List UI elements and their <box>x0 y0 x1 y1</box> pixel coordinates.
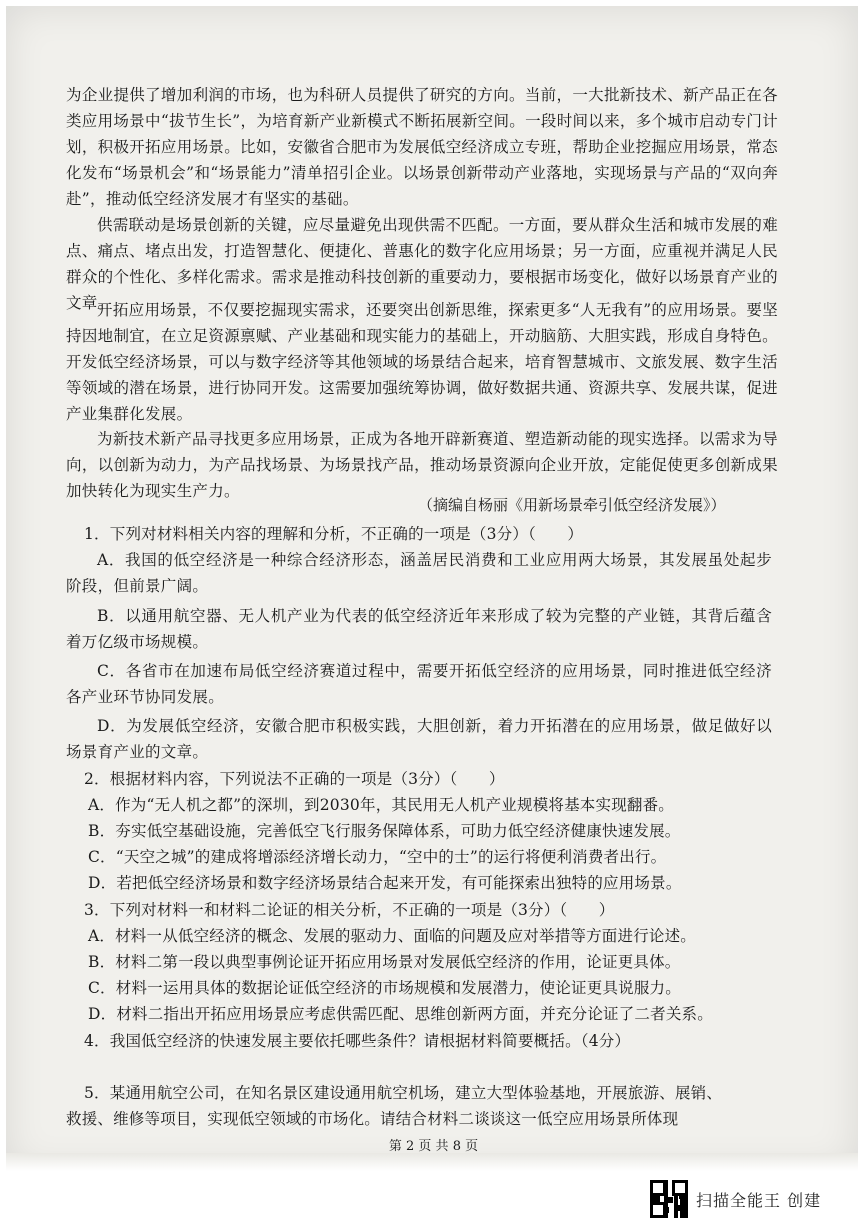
q1-option-d: D．为发展低空经济，安徽合肥市积极实践，大胆创新，着力开拓潜在的应用场景，做足做好以场景育产业的文章。 <box>66 717 772 761</box>
q4-stem: 4．我国低空经济的快速发展主要依托哪些条件？请根据材料简要概括。（4分） <box>84 1032 631 1050</box>
q2-option-a: A．作为“无人机之都”的深圳，到2030年，其民用无人机产业规模将基本实现翻番。 <box>88 796 674 814</box>
passage-source: （摘编自杨丽《用新场景牵引低空经济发展》） <box>418 496 726 514</box>
q3-option-b: B．材料二第一段以典型事例论证开拓应用场景对发展低空经济的作用，论证更具体。 <box>88 953 681 971</box>
q3-option-a: A．材料一从低空经济的概念、发展的驱动力、面临的问题及应对举措等方面进行论述。 <box>88 927 696 945</box>
q2-option-b: B．夯实低空基础设施，完善低空飞行服务保障体系，可助力低空经济健康快速发展。 <box>88 822 681 840</box>
q1-stem: 1．下列对材料相关内容的理解和分析，不正确的一项是（3分）（ ） <box>84 525 584 543</box>
q5-stem-line-1: 5．某通用航空公司，在知名景区建设通用航空机场，建立大型体验基地，开展旅游、展销、 <box>84 1084 723 1102</box>
q2-option-c: C．“天空之城”的建成将增添经济增长动力，“空中的士”的运行将便利消费者出行。 <box>88 848 667 866</box>
q1-option-a: A．我国的低空经济是一种综合经济形态，涵盖居民消费和工业应用两大场景，其发展虽处起步阶段，但前景广阔。 <box>66 551 772 595</box>
page-number: 第 2 页 共 8 页 <box>388 1139 479 1154</box>
q2-stem: 2．根据材料内容，下列说法不正确的一项是（3分）（ ） <box>84 770 505 788</box>
q1-option-c: C．各省市在加速布局低空经济赛道过程中，需要开拓低空经济的应用场景，同时推进低空经济各产业环节协同发展。 <box>66 662 772 706</box>
q3-option-c: C．材料一运用具体的数据论证低空经济的市场规模和发展潜力，使论证更具说服力。 <box>88 979 681 997</box>
scanner-watermark <box>650 1180 821 1218</box>
passage-paragraph-3: 开拓应用场景，不仅要挖掘现实需求，还要突出创新思维，探索更多“人无我有”的应用场景。要坚持因地制宜，在立足资源禀赋、产业基础和现实能力的基础上，开动脑筋、大胆实践，形成自身特色。开发低空经济场景，可以与数字经济等其他领域的场景结合起来，培育智慧城市、文旅发展、数字生活等领域的潜在场景，进行协同开发。这需要加强统筹协调，做好数据共通、资源共享、发展共谋，促进产业集群化发展。 <box>66 301 778 423</box>
q3-stem: 3．下列对材料一和材料二论证的相关分析，不正确的一项是（3分）（ ） <box>84 901 615 919</box>
q5-stem-line-2: 救援、维修等项目，实现低空领域的市场化。请结合材料二谈谈这一低空应用场景所体现 <box>66 1110 679 1128</box>
qr-code-icon <box>650 1180 688 1218</box>
q1-option-b: B．以通用航空器、无人机产业为代表的低空经济近年来形成了较为完整的产业链，其背后蕴含着万亿级市场规模。 <box>66 607 772 651</box>
page-edge <box>6 1153 858 1171</box>
q3-option-d: D．材料二指出开拓应用场景应考虑供需匹配、思维创新两方面，并充分论证了二者关系。 <box>88 1005 713 1023</box>
passage-paragraph-2: 供需联动是场景创新的关键，应尽量避免出现供需不匹配。一方面，要从群众生活和城市发展的难点、痛点、堵点出发，打造智慧化、便捷化、普惠化的数字化应用场景；另一方面，应重视并满足人民群众的个性化、多样化需求。需求是推动科技创新的重要动力，要根据市场变化，做好以场景育产业的文章。 <box>66 216 778 312</box>
watermark-text: 扫描全能王 创建 <box>696 1190 822 1210</box>
q2-option-d: D．若把低空经济场景和数字经济场景结合起来开发，有可能探索出独特的应用场景。 <box>88 874 682 892</box>
passage-paragraph-1: 为企业提供了增加利润的市场，也为科研人员提供了研究的方向。当前，一大批新技术、新产品正在各类应用场景中“拔节生长”，为培育新产业新模式不断拓展新空间。一段时间以来，多个城市启动专门计划，积极开拓应用场景。比如，安徽省合肥市为发展低空经济成立专班，帮助企业挖掘应用场景，常态化发布“场景机会”和“场景能力”清单招引企业。以场景创新带动产业落地，实现场景与产品的“双向奔赴”，推动低空经济发展才有坚实的基础。 <box>66 86 778 208</box>
passage-paragraph-4: 为新技术新产品寻找更多应用场景，正成为各地开辟新赛道、塑造新动能的现实选择。以需求为导向，以创新为动力，为产品找场景、为场景找产品，推动场景资源向企业开放，定能促使更多创新成果加快转化为现实生产力。 <box>66 430 778 500</box>
